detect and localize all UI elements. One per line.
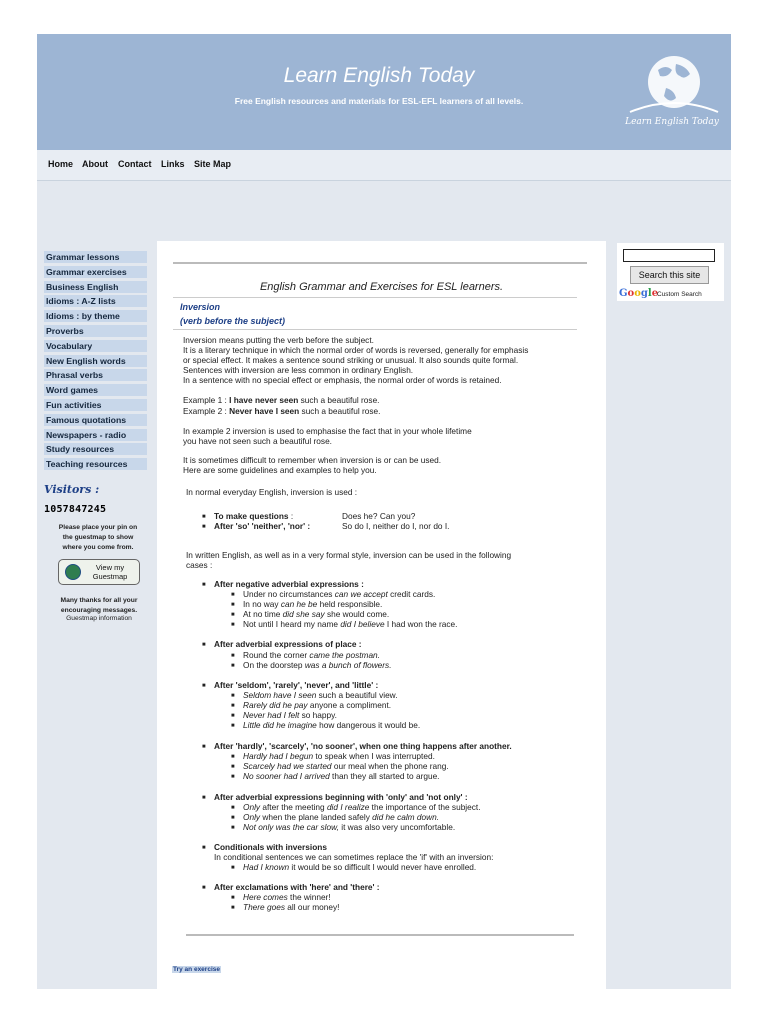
sidebar-item-vocabulary[interactable]: Vocabulary bbox=[44, 340, 147, 352]
example-part: On the doorstep bbox=[243, 660, 305, 670]
example-part: the winner! bbox=[287, 892, 331, 902]
example-part: Round the corner bbox=[243, 650, 310, 660]
case-title: ■ After adverbial expressions beginning with 'only' and 'not only' : bbox=[214, 792, 468, 802]
list-item-example: So do I, neither do I, nor do I. bbox=[342, 521, 450, 531]
nav-contact[interactable]: Contact bbox=[118, 159, 152, 169]
case-example bbox=[243, 599, 382, 609]
example-part: Not until I heard my name bbox=[243, 619, 341, 629]
case-example bbox=[243, 660, 392, 670]
intro-line: In a sentence with no special effect or emphasis, the normal order of words is retained. bbox=[183, 375, 502, 385]
list-item-colon: : bbox=[288, 511, 294, 521]
difficult-line: It is sometimes difficult to remember when inversion is or can be used. bbox=[183, 455, 442, 465]
pin-note-line: Please place your pin on bbox=[58, 524, 138, 531]
guestmap-button-line: View my bbox=[95, 563, 125, 572]
case-example bbox=[243, 609, 389, 619]
difficult-line: Here are some guidelines and examples to help you. bbox=[183, 465, 377, 475]
thanks-note bbox=[48, 596, 150, 616]
written-line: cases : bbox=[186, 560, 213, 570]
example-part: Not only was the car slow, bbox=[243, 822, 339, 832]
try-exercise-link[interactable]: Try an exercise bbox=[173, 966, 220, 973]
example-part: did I realize bbox=[326, 802, 370, 812]
guestmap-button-label bbox=[84, 563, 136, 581]
case-example bbox=[243, 771, 440, 781]
example-part: Only bbox=[243, 812, 261, 822]
everyday-text: In normal everyday English, inversion is used : bbox=[186, 487, 358, 497]
example-part: she would come. bbox=[324, 609, 390, 619]
example-part: so happy. bbox=[299, 710, 337, 720]
case-example bbox=[243, 650, 380, 660]
example-part: Here bbox=[243, 892, 261, 902]
explain-text bbox=[183, 426, 472, 446]
sidebar-item-grammar-exercises[interactable]: Grammar exercises bbox=[44, 266, 147, 278]
sidebar-item-word-games[interactable]: Word games bbox=[44, 384, 147, 396]
example-part: Hardly had I begun bbox=[243, 751, 314, 761]
intro-line: Inversion means putting the verb before the subject. bbox=[183, 335, 374, 345]
case-title: ■ After negative adverbial expressions : bbox=[214, 579, 364, 589]
case-title: ■ After adverbial expressions of place : bbox=[214, 639, 362, 649]
sidebar-menu bbox=[44, 251, 147, 473]
sidebar-item-fun-activities[interactable]: Fun activities bbox=[44, 399, 147, 411]
top-nav bbox=[37, 150, 731, 181]
case-example bbox=[243, 902, 339, 912]
sidebar-item-business-english[interactable]: Business English bbox=[44, 281, 147, 293]
example-rest: such a beautiful rose. bbox=[299, 406, 381, 416]
list-item-label: To make questions bbox=[214, 511, 289, 521]
list-item bbox=[214, 511, 293, 521]
case-example bbox=[243, 892, 331, 902]
case-example bbox=[243, 619, 457, 629]
case-example bbox=[243, 720, 420, 730]
google-logo: Google bbox=[619, 288, 659, 299]
example-part: came the postman. bbox=[309, 650, 380, 660]
example-1 bbox=[183, 395, 380, 405]
example-part: can he be bbox=[280, 599, 318, 609]
case-example bbox=[243, 812, 439, 822]
intro-line: or special effect. It makes a sentence sound striking or unusual. It also sounds quite formal. bbox=[183, 355, 519, 365]
explain-line: In example 2 inversion is used to emphasise the fact that in your whole lifetime bbox=[183, 426, 472, 436]
case-example bbox=[243, 822, 455, 832]
case-example bbox=[243, 751, 435, 761]
example-part: our meal when the phone rang. bbox=[331, 761, 449, 771]
view-guestmap-button[interactable] bbox=[58, 559, 140, 585]
case-example bbox=[243, 710, 337, 720]
example-label: Example 2 : bbox=[183, 406, 230, 416]
sidebar-item-idioms-theme[interactable]: Idioms : by theme bbox=[44, 310, 147, 322]
explain-line: you have not seen such a beautiful rose. bbox=[183, 436, 332, 446]
sidebar-item-proverbs[interactable]: Proverbs bbox=[44, 325, 147, 337]
divider bbox=[173, 297, 577, 298]
example-bold: Never have I seen bbox=[229, 406, 300, 416]
thanks-line: Many thanks for all your bbox=[60, 597, 138, 604]
search-input[interactable] bbox=[623, 249, 715, 262]
example-part: credit cards. bbox=[387, 589, 436, 599]
example-part: such a beautiful view. bbox=[316, 690, 398, 700]
case-title: ■ After exclamations with 'here' and 'there' : bbox=[214, 882, 380, 892]
sidebar-item-quotations[interactable]: Famous quotations bbox=[44, 414, 147, 426]
example-part: to speak when I was interrupted. bbox=[313, 751, 435, 761]
custom-search-label: Custom Search bbox=[657, 291, 702, 298]
difficult-text bbox=[183, 455, 441, 475]
sidebar-item-study-resources[interactable]: Study resources bbox=[44, 443, 147, 455]
example-part: held responsible. bbox=[317, 599, 383, 609]
example-part: after the meeting bbox=[260, 802, 327, 812]
example-rest: such a beautiful rose. bbox=[298, 395, 380, 405]
section-subtitle: (verb before the subject) bbox=[180, 316, 286, 326]
intro-text bbox=[183, 335, 528, 385]
example-part: Rarely did he pay bbox=[243, 700, 308, 710]
example-part: Under no circumstances bbox=[243, 589, 335, 599]
guestmap-info-link[interactable]: Guestmap information bbox=[66, 615, 132, 622]
sidebar-item-phrasal-verbs[interactable]: Phrasal verbs bbox=[44, 369, 147, 381]
example-part: Had I known bbox=[243, 862, 290, 872]
site-subtitle: Free English resources and materials for ESL-EFL learners of all levels. bbox=[234, 96, 524, 106]
sidebar-item-grammar-lessons[interactable]: Grammar lessons bbox=[44, 251, 147, 263]
example-part: the importance of the subject. bbox=[369, 802, 481, 812]
example-part: anyone a compliment. bbox=[307, 700, 392, 710]
list-item: ■ After 'so' 'neither', 'nor' : bbox=[214, 521, 310, 531]
example-part: No sooner had I arrived bbox=[243, 771, 330, 781]
case-example bbox=[243, 589, 435, 599]
example-part: did she say bbox=[282, 609, 325, 619]
intro-line: Sentences with inversion are less common in ordinary English. bbox=[183, 365, 414, 375]
example-part: was a bunch of flowers. bbox=[304, 660, 392, 670]
case-title: ■ After 'seldom', 'rarely', 'never', and 'little' : bbox=[214, 680, 378, 690]
list-item-example: Does he? Can you? bbox=[342, 511, 416, 521]
intro-line: It is a literary technique in which the normal order of words is reversed, generally for emphasis bbox=[183, 345, 529, 355]
globe-icon bbox=[65, 564, 81, 580]
logo-text: Learn English Today bbox=[625, 117, 719, 127]
example-label: Example 1 : bbox=[183, 395, 230, 405]
example-part: did I believe bbox=[340, 619, 385, 629]
visitors-label: Visitors : bbox=[44, 483, 100, 496]
site-title: Learn English Today bbox=[283, 64, 475, 87]
nav-site-map[interactable]: Site Map bbox=[194, 159, 232, 169]
example-part: Never had I felt bbox=[243, 710, 300, 720]
example-part: did he calm down. bbox=[372, 812, 440, 822]
example-part: Seldom have I seen bbox=[243, 690, 317, 700]
example-part: goes bbox=[264, 902, 285, 912]
example-part: can we accept bbox=[334, 589, 388, 599]
example-part: Little did he imagine bbox=[243, 720, 317, 730]
divider bbox=[173, 262, 587, 264]
example-part: There bbox=[243, 902, 265, 912]
divider bbox=[186, 934, 574, 936]
case-example bbox=[243, 761, 449, 771]
example-part: I had won the race. bbox=[384, 619, 458, 629]
case-example bbox=[243, 862, 476, 872]
sidebar-item-idioms-az[interactable]: Idioms : A-Z lists bbox=[44, 295, 147, 307]
written-line: In written English, as well as in a very formal style, inversion can be used in the following bbox=[186, 550, 512, 560]
example-part: it was also very uncomfortable. bbox=[338, 822, 456, 832]
sidebar-item-new-words[interactable]: New English words bbox=[44, 355, 147, 367]
pin-note-line: where you come from. bbox=[62, 543, 134, 551]
example-bold: I have never seen bbox=[229, 395, 299, 405]
thanks-line: encouraging messages. bbox=[60, 606, 138, 614]
pin-note bbox=[50, 523, 146, 552]
case-title: ■ After 'hardly', 'scarcely', 'no sooner', when one thing happens after another. bbox=[214, 741, 512, 751]
example-part: Scarcely had we started bbox=[243, 761, 332, 771]
example-part: all our money! bbox=[284, 902, 340, 912]
case-example bbox=[243, 700, 391, 710]
sidebar-item-teaching-resources[interactable]: Teaching resources bbox=[44, 458, 147, 470]
example-part: comes bbox=[260, 892, 288, 902]
example-part: At no time bbox=[243, 609, 283, 619]
example-part: than they all started to argue. bbox=[329, 771, 440, 781]
case-text: In conditional sentences we can sometimes replace the 'if' with an inversion: bbox=[214, 852, 494, 862]
divider bbox=[173, 329, 577, 330]
example-part: how dangerous it would be. bbox=[316, 720, 421, 730]
case-example bbox=[243, 690, 398, 700]
case-title: ■ Conditionals with inversions bbox=[214, 842, 327, 852]
written-text bbox=[186, 550, 511, 570]
example-part: In no way bbox=[243, 599, 281, 609]
example-part: it would be so difficult I would never have enrolled. bbox=[289, 862, 477, 872]
sidebar-item-newspapers[interactable]: Newspapers - radio bbox=[44, 429, 147, 441]
nav-home[interactable]: Home bbox=[48, 159, 74, 169]
guestmap-button-line: Guestmap bbox=[92, 572, 128, 581]
search-button[interactable]: Search this site bbox=[630, 266, 709, 284]
example-part: Only bbox=[243, 802, 261, 812]
pin-note-line: the guestmap to show bbox=[62, 533, 134, 541]
example-part: when the plane landed safely bbox=[260, 812, 373, 822]
visitor-counter: 1057847245 bbox=[44, 504, 107, 515]
nav-about[interactable]: About bbox=[82, 159, 108, 169]
nav-links[interactable]: Links bbox=[161, 159, 185, 169]
case-example bbox=[243, 802, 481, 812]
page-heading: English Grammar and Exercises for ESL learners. bbox=[259, 281, 504, 293]
section-title: Inversion bbox=[180, 302, 221, 312]
example-2 bbox=[183, 406, 380, 416]
